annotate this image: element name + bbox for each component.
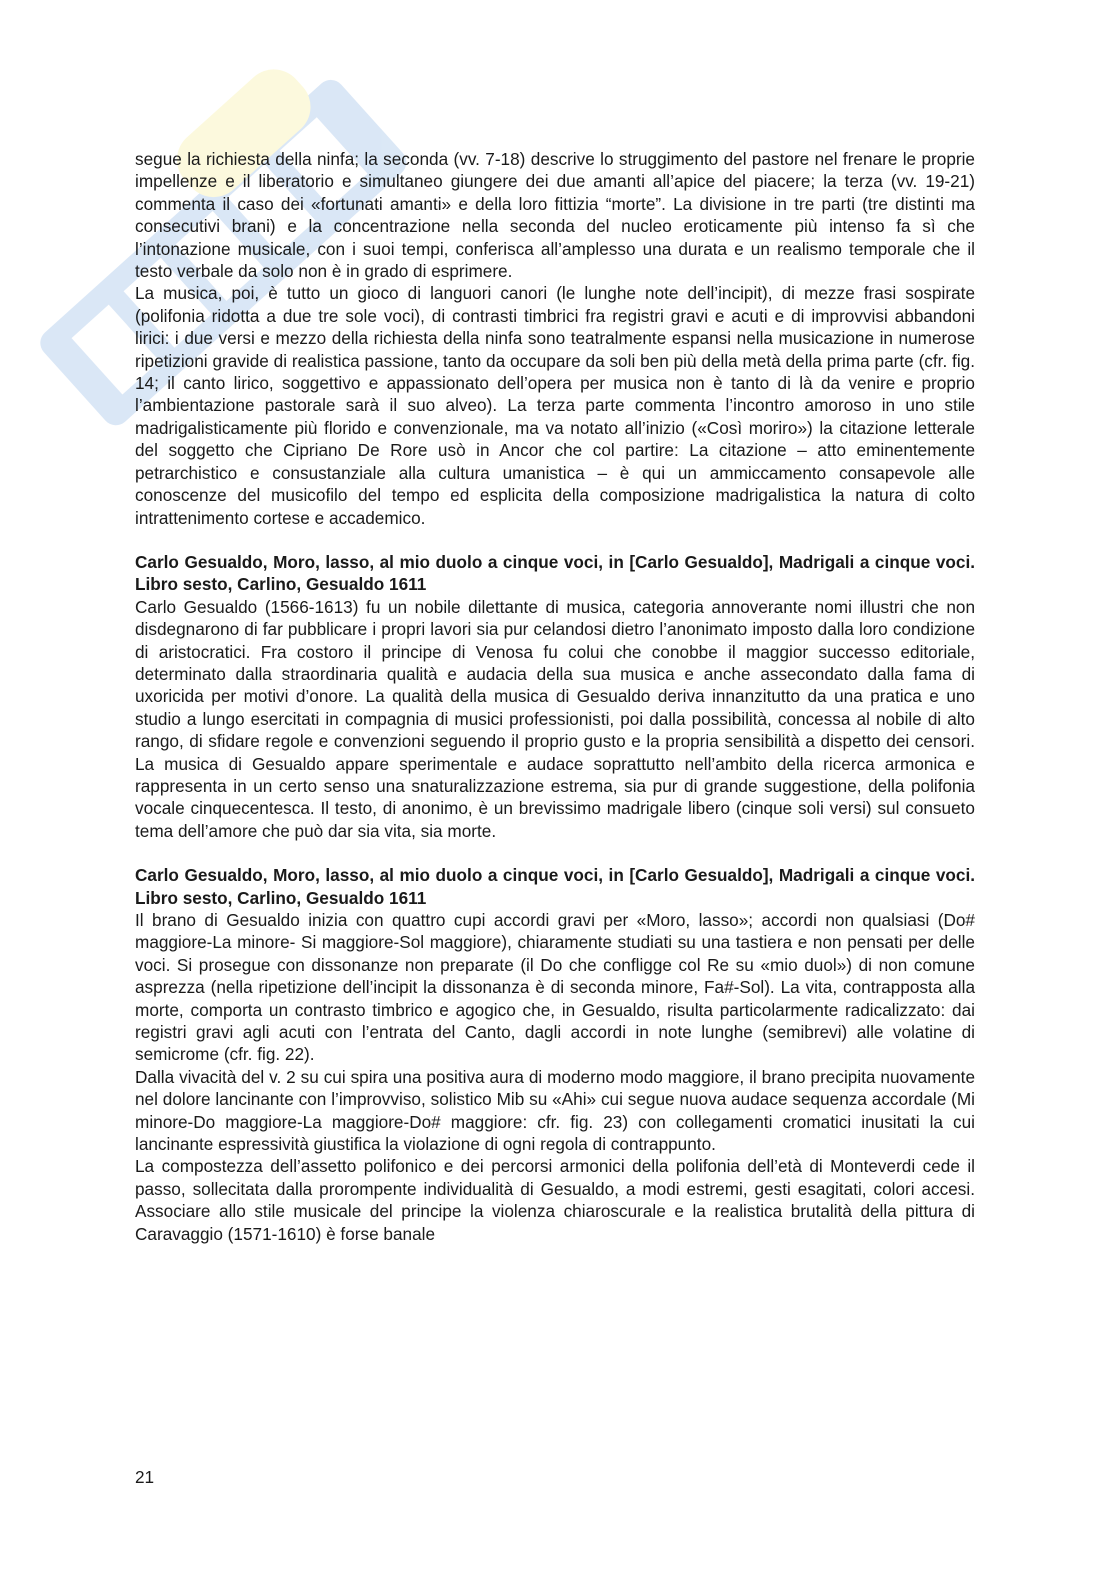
page-number: 21 (135, 1467, 155, 1487)
section-heading: Carlo Gesualdo, Moro, lasso, al mio duolo a cinque voci, in [Carlo Gesualdo], Madrigali a cinque voci. Libro sesto, Carlino, Gesualdo 1611 (135, 865, 975, 908)
paragraph: Dalla vivacità del v. 2 su cui spira una positiva aura di moderno modo maggiore, il brano precipita nuovamente nel dolore lancinante con l’improvviso, solistico Mib su «Ahi» cui segue nuova audace sequenza accordale (Mi minore-Do maggiore-La maggiore-Do# maggiore: cfr. fig. 23) con collegamenti cromatici inusitati la cui lancinante espressività giustifica la violazione di ogni regola di contrappunto. (135, 1066, 975, 1155)
document-body (135, 148, 975, 1245)
paragraph: Il brano di Gesualdo inizia con quattro cupi accordi gravi per «Moro, lasso»; accordi non qualsiasi (Do# maggiore-La minore- Si maggiore-Sol maggiore), chiaramente studiati su una tastiera e non pensati per delle voci. Si prosegue con dissonanze non preparate (il Do che confligge col Re su «mio duol») di non comune asprezza (nella ripetizione dell’incipit la dissonanza è di seconda minore, Fa#-Sol). La vita, contrapposta alla morte, comporta un contrasto timbrico e agogico che, in Gesualdo, risulta particolarmente radicalizzato: dai registri gravi agli acuti con l’entrata del Canto, dagli accordi in note lunghe (semibrevi) alle volatine di semicrome (cfr. fig. 22). (135, 910, 975, 1065)
paragraph: La musica, poi, è tutto un gioco di languori canori (le lunghe note dell’incipit), di mezze frasi sospirate (polifonia ridotta a due tre sole voci), di contrasti timbrici fra registri gravi e acuti e di improvvisi abbandoni lirici: i due versi e mezzo della richiesta della ninfa sono teatralmente espansi nella musicazione in numerose ripetizioni gravide di realistica passione, tanto da occupare da soli ben più della metà della prima parte (cfr. fig. 14; il canto lirico, soggettivo e appassionato dell’opera per musica non è tanto di là da venire e proprio l’ambientazione pastorale sarà il suo alveo). La terza parte commenta l’incontro amoroso in uno stile madrigalisticamente più florido e convenzionale, ma va notato all’inizio («Così moriro») la citazione letterale del soggetto che Cipriano De Rore usò in Ancor che col partire: La citazione – atto eminentemente petrarchistico e consustanziale alla cultura umanistica – è qui un ammiccamento consapevole alle conoscenze del musicofilo del tempo ed esplicita della composizione madrigalistica la natura di colto intrattenimento cortese e accademico. (135, 283, 975, 528)
paragraph: Carlo Gesualdo (1566-1613) fu un nobile dilettante di musica, categoria annoverante nomi illustri che non disdegnarono di far pubblicare i propri lavori sia pur celandosi dietro l’anonimato imposto dalla loro condizione di aristocratici. Fra costoro il principe di Venosa fu colui che conobbe il maggior successo editoriale, determinato dalla straordinaria qualità e audacia della sua musica e anche assecondato dalla fama di uxoricida per motivi d’onore. La qualità della musica di Gesualdo deriva innanzitutto da una pratica e uno studio a lungo esercitati in compagnia di musici professionisti, poi dalla possibilità, concessa al nobile di alto rango, di sfidare regole e convenzioni seguendo il proprio gusto e la propria sensibilità a dispetto dei censori. La musica di Gesualdo appare sperimentale e audace soprattutto nell’ambito della ricerca armonica e rappresenta in un certo senso una snaturalizzazione estrema, sia pur di grande suggestione, della polifonia vocale cinquecentesca. Il testo, di anonimo, è un brevissimo madrigale libero (cinque soli versi) sul consueto tema dell’amore che può dar sia vita, sia morte. (135, 596, 975, 841)
paragraph: La compostezza dell’assetto polifonico e dei percorsi armonici della polifonia dell’età di Monteverdi cede il passo, sollecitata dalla prorompente individualità di Gesualdo, a modi estremi, gesti esagitati, colori accesi. Associare allo stile musicale del principe la violenza chiaroscurale e la realistica brutalità della pittura di Caravaggio (1571-1610) è forse banale (135, 1156, 975, 1244)
section-heading: Carlo Gesualdo, Moro, lasso, al mio duolo a cinque voci, in [Carlo Gesualdo], Madrigali a cinque voci. Libro sesto, Carlino, Gesualdo 1611 (135, 551, 975, 595)
paragraph: segue la richiesta della ninfa; la seconda (vv. 7-18) descrive lo struggimento del pastore nel frenare le proprie impellenze e il liberatorio e simultaneo giungere dei due amanti all’apice del piacere; la terza (vv. 19-21) commenta il caso dei «fortunati amanti» e della loro fittizia “morte”. La divisione in tre parti (tre distinti ma consecutivi brani) e la concentrazione nella seconda del nucleo eroticamente più intenso fa sì che l’intonazione musicale, con i suoi tempi, conferisca all’amplesso una durata e un realismo temporale che il testo verbale da solo non è in grado di esprimere. (135, 149, 975, 282)
